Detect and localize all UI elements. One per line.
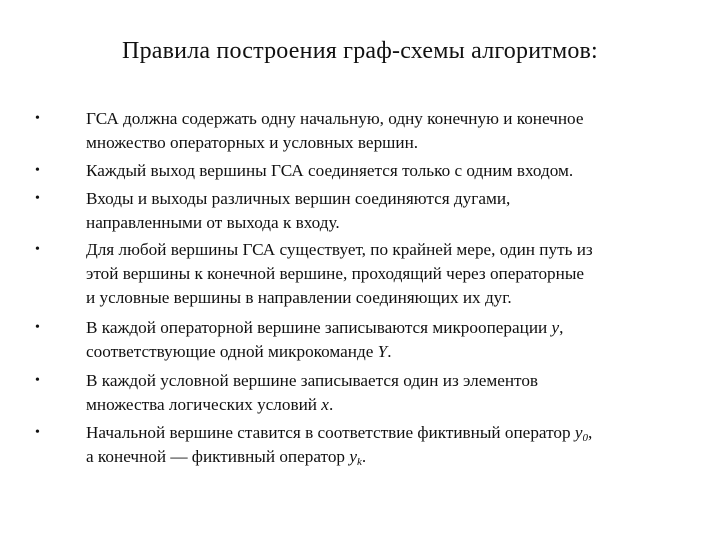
bullet-line: Начальной вершине ставится в соответствие фиктивный оператор $y_0$, [86,423,593,444]
bullet-text [86,369,706,417]
bullet-icon: • [35,425,40,440]
bullet-icon: • [35,373,40,388]
math-variable: Y [377,342,388,361]
bullet-text [86,107,706,155]
bullet-text [86,159,706,183]
bullet-text [86,187,706,235]
bullet-line: соответствующие одной микрокоманде Y. [86,342,392,361]
bullet-text [86,238,706,310]
math-variable: x [321,395,329,414]
bullet-text [86,316,706,364]
bullet-icon: • [35,191,40,206]
bullet-line: а конечной — фиктивный оператор $y_k$. [86,447,367,468]
bullet-line: и условные вершины в направлении соединяющих их дуг. [86,288,512,307]
math-subscript: 0 [582,432,589,444]
bullet-line: В каждой условной вершине записывается один из элементов [86,371,539,390]
bullet-icon: • [35,320,40,335]
bullet-icon: • [35,111,40,126]
bullet-line: этой вершины к конечной вершине, проходящий через операторные [86,264,585,283]
bullet-text [86,421,706,469]
bullet-icon: • [35,242,40,257]
bullet-icon: • [35,163,40,178]
slide-title: Правила построения граф-схемы алгоритмов: [122,38,598,64]
math-variable: y [551,318,560,337]
bullet-line: Входы и выходы различных вершин соединяются дугами, [86,189,511,208]
bullet-line: Для любой вершины ГСА существует, по крайней мере, один путь из [86,240,593,259]
math-variable: y [349,447,357,466]
bullet-line: Каждый выход вершины ГСА соединяется только с одним входом. [86,161,574,180]
bullet-line: множества логических условий x. [86,395,334,414]
bullet-line: ГСА должна содержать одну начальную, одну конечную и конечное [86,109,584,128]
bullet-line: множество операторных и условных вершин. [86,133,419,152]
bullet-line: В каждой операторной вершине записываются микрооперации y, [86,318,564,337]
math-variable: y [574,423,583,442]
math-subscript: k [356,456,362,468]
bullet-line: направленными от выхода к входу. [86,213,340,232]
